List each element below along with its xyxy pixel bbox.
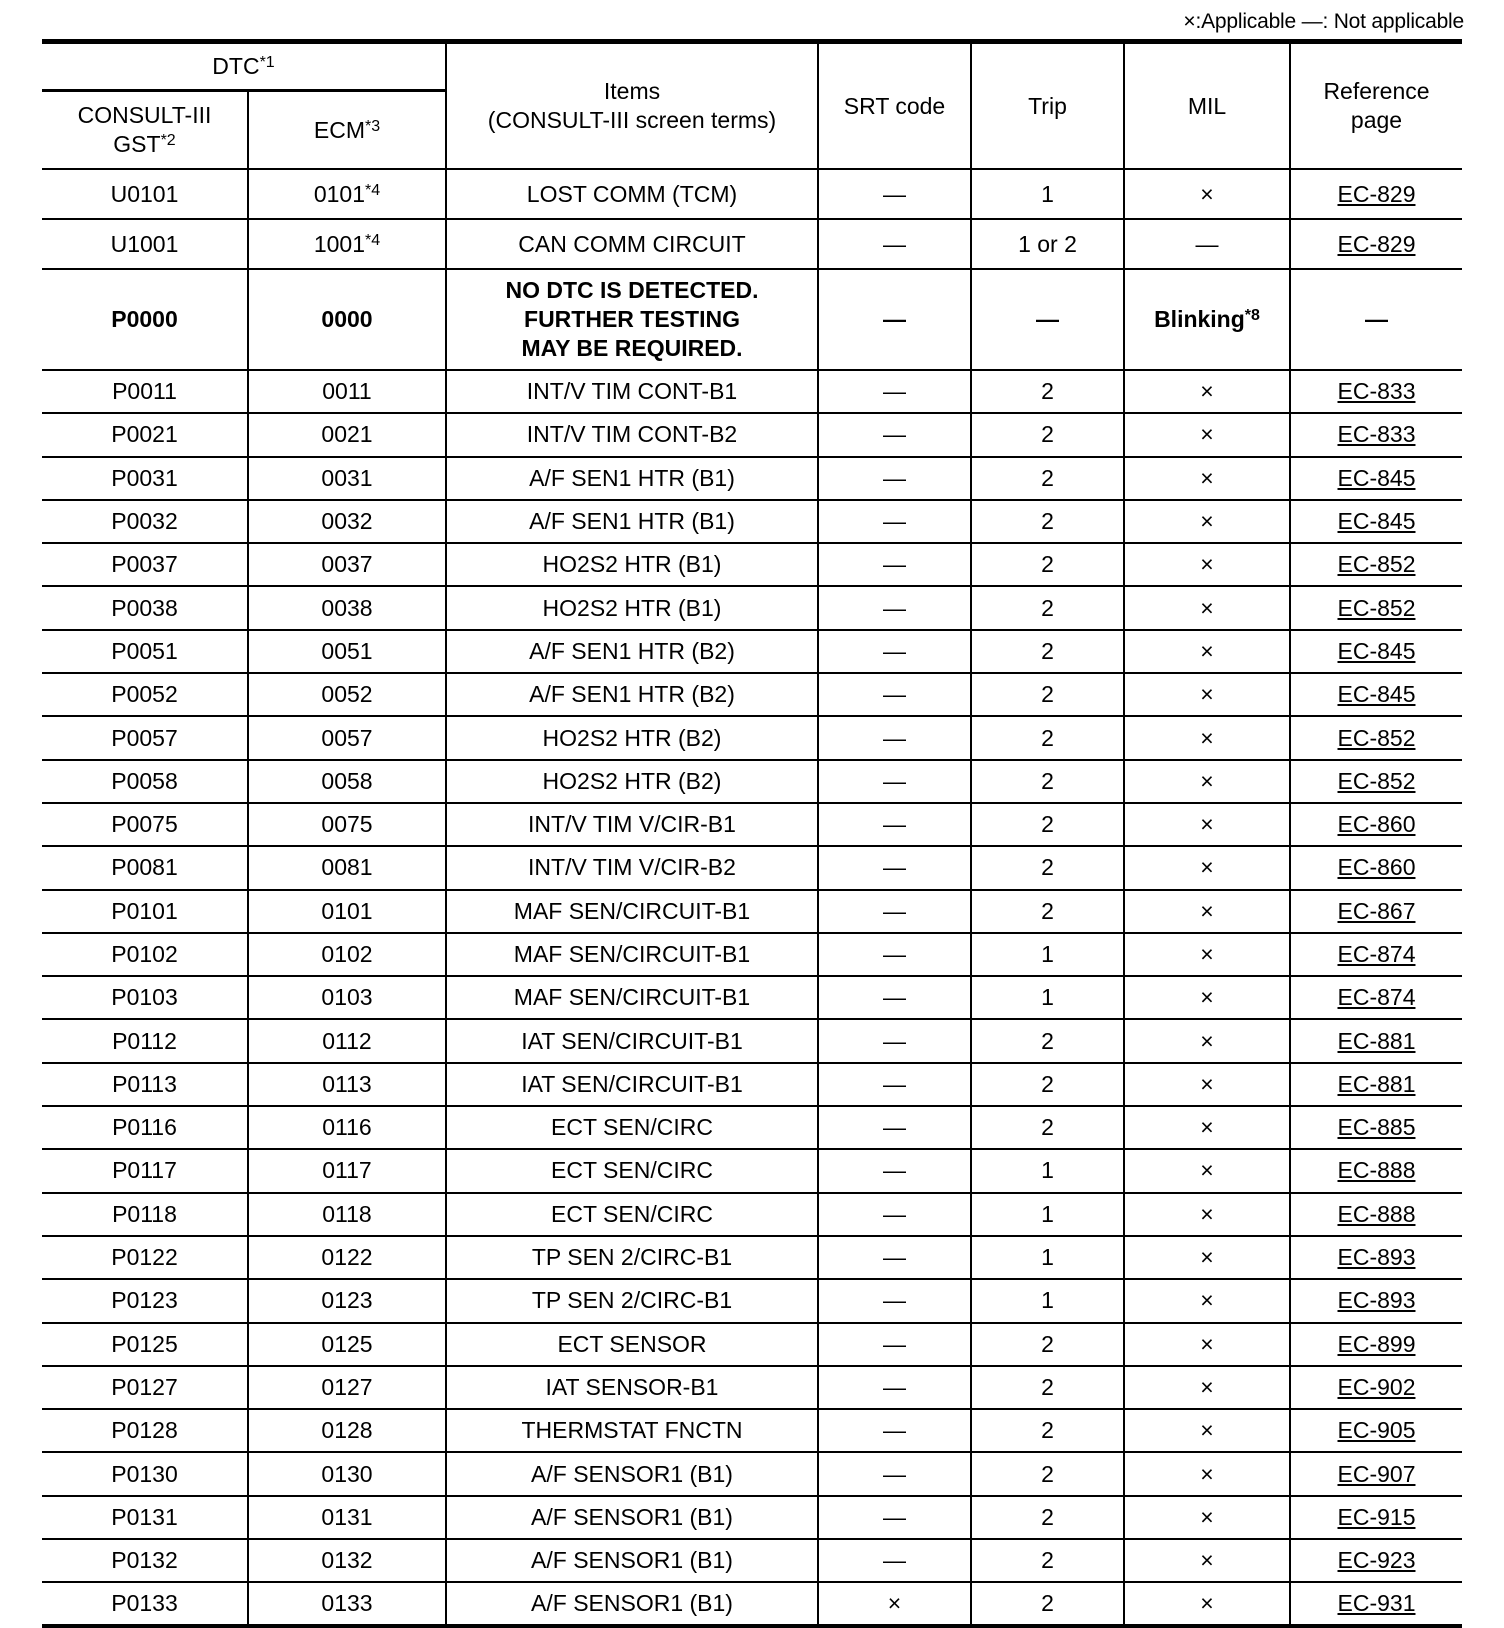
srt-cell: — (818, 1193, 971, 1236)
gst-cell: P0057 (42, 716, 248, 759)
table-row (42, 1106, 1462, 1149)
dtc-table (42, 39, 1462, 1628)
reference-link[interactable]: EC-874 (1290, 976, 1462, 1019)
item-cell: INT/V TIM CONT-B1 (446, 370, 818, 413)
ecm-cell: 1001$^{*4}$ (248, 219, 446, 269)
gst-cell: P0125 (42, 1323, 248, 1366)
item-cell: NO DTC IS DETECTED. FURTHER TESTING MAY BE REQUIRED. (446, 269, 818, 370)
ecm-cell: 0051 (248, 630, 446, 673)
gst-cell: P0131 (42, 1496, 248, 1539)
trip-cell: 2 (971, 630, 1124, 673)
srt-cell: × (818, 1582, 971, 1625)
trip-cell: 2 (971, 1019, 1124, 1062)
reference-link[interactable]: EC-829 (1290, 219, 1462, 269)
reference-link[interactable]: EC-867 (1290, 890, 1462, 933)
reference-link[interactable]: EC-852 (1290, 716, 1462, 759)
table-row (42, 933, 1462, 976)
srt-cell: — (818, 716, 971, 759)
item-cell: CAN COMM CIRCUIT (446, 219, 818, 269)
trip-cell: 2 (971, 1063, 1124, 1106)
srt-cell: — (818, 1323, 971, 1366)
ecm-cell: 0112 (248, 1019, 446, 1062)
ecm-cell: 0128 (248, 1409, 446, 1452)
mil-cell: × (1124, 846, 1290, 889)
item-cell: MAF SEN/CIRCUIT-B1 (446, 933, 818, 976)
srt-cell: — (818, 1149, 971, 1192)
mil-cell: × (1124, 586, 1290, 629)
gst-cell: P0075 (42, 803, 248, 846)
reference-link[interactable]: EC-923 (1290, 1539, 1462, 1582)
reference-link[interactable]: EC-931 (1290, 1582, 1462, 1625)
reference-header: Reference page (1290, 42, 1462, 170)
gst-cell: P0031 (42, 457, 248, 500)
table-row (42, 760, 1462, 803)
mil-cell: × (1124, 630, 1290, 673)
ecm-cell: 0131 (248, 1496, 446, 1539)
gst-cell: P0000 (42, 269, 248, 370)
ecm-cell: 0031 (248, 457, 446, 500)
ecm-cell: 0123 (248, 1279, 446, 1322)
gst-cell: P0127 (42, 1366, 248, 1409)
reference-link[interactable]: EC-833 (1290, 413, 1462, 456)
trip-cell: 2 (971, 1366, 1124, 1409)
trip-cell: — (971, 269, 1124, 370)
gst-cell: P0133 (42, 1582, 248, 1625)
mil-cell: × (1124, 1496, 1290, 1539)
srt-cell: — (818, 169, 971, 219)
trip-cell: 2 (971, 370, 1124, 413)
ecm-cell: 0000 (248, 269, 446, 370)
srt-cell: — (818, 1409, 971, 1452)
table-row (42, 1409, 1462, 1452)
item-cell: INT/V TIM CONT-B2 (446, 413, 818, 456)
trip-cell: 2 (971, 1409, 1124, 1452)
gst-cell: P0058 (42, 760, 248, 803)
dtc-group-header: DTC$^{*1}$ (42, 42, 446, 91)
ecm-cell: 0125 (248, 1323, 446, 1366)
srt-cell: — (818, 543, 971, 586)
table-row (42, 673, 1462, 716)
table-row (42, 890, 1462, 933)
mil-cell: — (1124, 219, 1290, 269)
reference-link[interactable]: EC-885 (1290, 1106, 1462, 1149)
item-cell: HO2S2 HTR (B1) (446, 586, 818, 629)
trip-cell: 2 (971, 1323, 1124, 1366)
trip-header: Trip (971, 42, 1124, 170)
ecm-cell: 0103 (248, 976, 446, 1019)
trip-cell: 2 (971, 1496, 1124, 1539)
ecm-cell: 0133 (248, 1582, 446, 1625)
gst-cell: P0038 (42, 586, 248, 629)
table-row (42, 1323, 1462, 1366)
mil-cell: × (1124, 457, 1290, 500)
gst-cell: U1001 (42, 219, 248, 269)
mil-cell: × (1124, 413, 1290, 456)
table-row (42, 716, 1462, 759)
trip-cell: 2 (971, 890, 1124, 933)
gst-cell: P0113 (42, 1063, 248, 1106)
reference-link[interactable]: EC-845 (1290, 457, 1462, 500)
trip-cell: 2 (971, 846, 1124, 889)
item-cell: TP SEN 2/CIRC-B1 (446, 1236, 818, 1279)
srt-cell: — (818, 1496, 971, 1539)
table-row (42, 1452, 1462, 1495)
ecm-cell: 0021 (248, 413, 446, 456)
srt-cell: — (818, 1063, 971, 1106)
gst-cell: P0130 (42, 1452, 248, 1495)
ecm-cell: 0122 (248, 1236, 446, 1279)
mil-cell: × (1124, 760, 1290, 803)
reference-link[interactable]: EC-860 (1290, 803, 1462, 846)
trip-cell: 1 (971, 1149, 1124, 1192)
gst-cell: P0051 (42, 630, 248, 673)
item-cell: A/F SENSOR1 (B1) (446, 1582, 818, 1625)
item-cell: IAT SEN/CIRCUIT-B1 (446, 1063, 818, 1106)
gst-cell: P0117 (42, 1149, 248, 1192)
gst-cell: P0021 (42, 413, 248, 456)
trip-cell: 2 (971, 760, 1124, 803)
table-row (42, 1149, 1462, 1192)
trip-cell: 2 (971, 413, 1124, 456)
mil-cell: × (1124, 976, 1290, 1019)
mil-header: MIL (1124, 42, 1290, 170)
ecm-cell: 0101$^{*4}$ (248, 169, 446, 219)
table-row (42, 1582, 1462, 1625)
item-cell: A/F SEN1 HTR (B2) (446, 630, 818, 673)
table-row (42, 1019, 1462, 1062)
gst-cell: P0118 (42, 1193, 248, 1236)
trip-cell: 1 (971, 1193, 1124, 1236)
table-row (42, 370, 1462, 413)
ecm-cell: 0057 (248, 716, 446, 759)
mil-cell: × (1124, 933, 1290, 976)
trip-cell: 1 (971, 169, 1124, 219)
mil-cell: × (1124, 169, 1290, 219)
reference-link[interactable]: EC-899 (1290, 1323, 1462, 1366)
gst-cell: P0052 (42, 673, 248, 716)
srt-cell: — (818, 1106, 971, 1149)
ecm-cell: 0075 (248, 803, 446, 846)
srt-cell: — (818, 760, 971, 803)
mil-cell: × (1124, 1582, 1290, 1625)
reference-link[interactable]: EC-915 (1290, 1496, 1462, 1539)
srt-cell: — (818, 269, 971, 370)
consult-gst-header: CONSULT-III GST$^{*2}$ (42, 91, 248, 170)
trip-cell: 2 (971, 1582, 1124, 1625)
reference-link[interactable]: EC-902 (1290, 1366, 1462, 1409)
trip-cell: 2 (971, 1539, 1124, 1582)
mil-cell: × (1124, 1452, 1290, 1495)
table-row (42, 976, 1462, 1019)
reference-link[interactable]: EC-905 (1290, 1409, 1462, 1452)
gst-cell: P0101 (42, 890, 248, 933)
item-cell: INT/V TIM V/CIR-B1 (446, 803, 818, 846)
ecm-cell: 0130 (248, 1452, 446, 1495)
reference-link[interactable]: EC-852 (1290, 760, 1462, 803)
table-row (42, 1193, 1462, 1236)
mil-cell: × (1124, 803, 1290, 846)
srt-cell: — (818, 1366, 971, 1409)
table-row (42, 1279, 1462, 1322)
gst-cell: P0112 (42, 1019, 248, 1062)
srt-cell: — (818, 803, 971, 846)
trip-cell: 2 (971, 803, 1124, 846)
reference-link[interactable]: EC-893 (1290, 1236, 1462, 1279)
srt-cell: — (818, 846, 971, 889)
srt-cell: — (818, 586, 971, 629)
reference-link[interactable]: EC-874 (1290, 933, 1462, 976)
table-row (42, 457, 1462, 500)
trip-cell: 2 (971, 543, 1124, 586)
item-cell: TP SEN 2/CIRC-B1 (446, 1279, 818, 1322)
item-cell: A/F SENSOR1 (B1) (446, 1496, 818, 1539)
mil-cell: × (1124, 1323, 1290, 1366)
reference-link[interactable]: EC-845 (1290, 630, 1462, 673)
ecm-cell: 0127 (248, 1366, 446, 1409)
item-cell: HO2S2 HTR (B1) (446, 543, 818, 586)
srt-cell: — (818, 219, 971, 269)
ecm-cell: 0038 (248, 586, 446, 629)
srt-header: SRT code (818, 42, 971, 170)
ecm-cell: 0116 (248, 1106, 446, 1149)
gst-cell: P0116 (42, 1106, 248, 1149)
reference-link[interactable]: EC-852 (1290, 543, 1462, 586)
ecm-header: ECM$^{*3}$ (248, 91, 446, 170)
mil-cell: × (1124, 1539, 1290, 1582)
reference-link[interactable]: EC-845 (1290, 500, 1462, 543)
item-cell: MAF SEN/CIRCUIT-B1 (446, 890, 818, 933)
ecm-cell: 0032 (248, 500, 446, 543)
srt-cell: — (818, 630, 971, 673)
reference-link[interactable]: EC-881 (1290, 1019, 1462, 1062)
gst-cell: P0011 (42, 370, 248, 413)
item-cell: IAT SENSOR-B1 (446, 1366, 818, 1409)
reference-link[interactable]: EC-833 (1290, 370, 1462, 413)
ecm-cell: 0102 (248, 933, 446, 976)
item-cell: IAT SEN/CIRCUIT-B1 (446, 1019, 818, 1062)
gst-cell: P0037 (42, 543, 248, 586)
mil-cell: × (1124, 1063, 1290, 1106)
item-cell: HO2S2 HTR (B2) (446, 760, 818, 803)
table-row (42, 269, 1462, 370)
legend: ×:Applicable —: Not applicable (1183, 10, 1464, 33)
mil-cell: × (1124, 1149, 1290, 1192)
item-cell: A/F SENSOR1 (B1) (446, 1539, 818, 1582)
item-cell: LOST COMM (TCM) (446, 169, 818, 219)
reference-link[interactable]: EC-888 (1290, 1149, 1462, 1192)
trip-cell: 1 (971, 933, 1124, 976)
trip-cell: 1 (971, 976, 1124, 1019)
gst-cell: P0123 (42, 1279, 248, 1322)
mil-cell: × (1124, 1409, 1290, 1452)
item-cell: THERMSTAT FNCTN (446, 1409, 818, 1452)
item-cell: A/F SEN1 HTR (B1) (446, 500, 818, 543)
mil-cell: × (1124, 716, 1290, 759)
trip-cell: 1 (971, 1279, 1124, 1322)
gst-cell: P0132 (42, 1539, 248, 1582)
mil-cell: × (1124, 1279, 1290, 1322)
mil-cell: Blinking$^{*8}$ (1124, 269, 1290, 370)
srt-cell: — (818, 457, 971, 500)
item-cell: A/F SENSOR1 (B1) (446, 1452, 818, 1495)
reference-link[interactable]: EC-860 (1290, 846, 1462, 889)
trip-cell: 2 (971, 586, 1124, 629)
mil-cell: × (1124, 370, 1290, 413)
item-cell: ECT SENSOR (446, 1323, 818, 1366)
ecm-cell: 0132 (248, 1539, 446, 1582)
item-cell: A/F SEN1 HTR (B2) (446, 673, 818, 716)
mil-cell: × (1124, 1019, 1290, 1062)
srt-cell: — (818, 976, 971, 1019)
mil-cell: × (1124, 1106, 1290, 1149)
trip-cell: 2 (971, 1106, 1124, 1149)
table-row (42, 586, 1462, 629)
ecm-cell: 0117 (248, 1149, 446, 1192)
mil-cell: × (1124, 890, 1290, 933)
table-row (42, 846, 1462, 889)
mil-cell: × (1124, 543, 1290, 586)
table-row (42, 413, 1462, 456)
item-cell: ECT SEN/CIRC (446, 1193, 818, 1236)
reference-cell: — (1290, 269, 1462, 370)
table-row (42, 219, 1462, 269)
trip-cell: 2 (971, 500, 1124, 543)
srt-cell: — (818, 673, 971, 716)
mil-cell: × (1124, 1236, 1290, 1279)
trip-cell: 1 or 2 (971, 219, 1124, 269)
table-row (42, 543, 1462, 586)
srt-cell: — (818, 1452, 971, 1495)
item-cell: A/F SEN1 HTR (B1) (446, 457, 818, 500)
table-row (42, 1539, 1462, 1582)
srt-cell: — (818, 1279, 971, 1322)
item-cell: HO2S2 HTR (B2) (446, 716, 818, 759)
ecm-cell: 0052 (248, 673, 446, 716)
srt-cell: — (818, 500, 971, 543)
item-cell: INT/V TIM V/CIR-B2 (446, 846, 818, 889)
ecm-cell: 0113 (248, 1063, 446, 1106)
trip-cell: 1 (971, 1236, 1124, 1279)
table-row (42, 169, 1462, 219)
table-row (42, 630, 1462, 673)
reference-link[interactable]: EC-829 (1290, 169, 1462, 219)
item-cell: ECT SEN/CIRC (446, 1106, 818, 1149)
gst-cell: P0122 (42, 1236, 248, 1279)
reference-link[interactable]: EC-893 (1290, 1279, 1462, 1322)
srt-cell: — (818, 1539, 971, 1582)
srt-cell: — (818, 370, 971, 413)
table-row (42, 1236, 1462, 1279)
gst-cell: P0032 (42, 500, 248, 543)
ecm-cell: 0058 (248, 760, 446, 803)
gst-cell: P0102 (42, 933, 248, 976)
srt-cell: — (818, 933, 971, 976)
gst-cell: P0103 (42, 976, 248, 1019)
reference-link[interactable]: EC-845 (1290, 673, 1462, 716)
table-row (42, 803, 1462, 846)
mil-cell: × (1124, 1193, 1290, 1236)
trip-cell: 2 (971, 1452, 1124, 1495)
gst-cell: P0081 (42, 846, 248, 889)
items-header: Items (CONSULT-III screen terms) (446, 42, 818, 170)
reference-link[interactable]: EC-907 (1290, 1452, 1462, 1495)
mil-cell: × (1124, 1366, 1290, 1409)
reference-link[interactable]: EC-852 (1290, 586, 1462, 629)
table-row (42, 1366, 1462, 1409)
item-cell: MAF SEN/CIRCUIT-B1 (446, 976, 818, 1019)
table-row (42, 1063, 1462, 1106)
mil-cell: × (1124, 500, 1290, 543)
ecm-cell: 0037 (248, 543, 446, 586)
table-row (42, 500, 1462, 543)
trip-cell: 2 (971, 716, 1124, 759)
reference-link[interactable]: EC-888 (1290, 1193, 1462, 1236)
srt-cell: — (818, 1236, 971, 1279)
ecm-cell: 0118 (248, 1193, 446, 1236)
reference-link[interactable]: EC-881 (1290, 1063, 1462, 1106)
srt-cell: — (818, 890, 971, 933)
item-cell: ECT SEN/CIRC (446, 1149, 818, 1192)
srt-cell: — (818, 1019, 971, 1062)
ecm-cell: 0081 (248, 846, 446, 889)
gst-cell: U0101 (42, 169, 248, 219)
ecm-cell: 0101 (248, 890, 446, 933)
trip-cell: 2 (971, 457, 1124, 500)
table-row (42, 1496, 1462, 1539)
srt-cell: — (818, 413, 971, 456)
trip-cell: 2 (971, 673, 1124, 716)
ecm-cell: 0011 (248, 370, 446, 413)
gst-cell: P0128 (42, 1409, 248, 1452)
mil-cell: × (1124, 673, 1290, 716)
